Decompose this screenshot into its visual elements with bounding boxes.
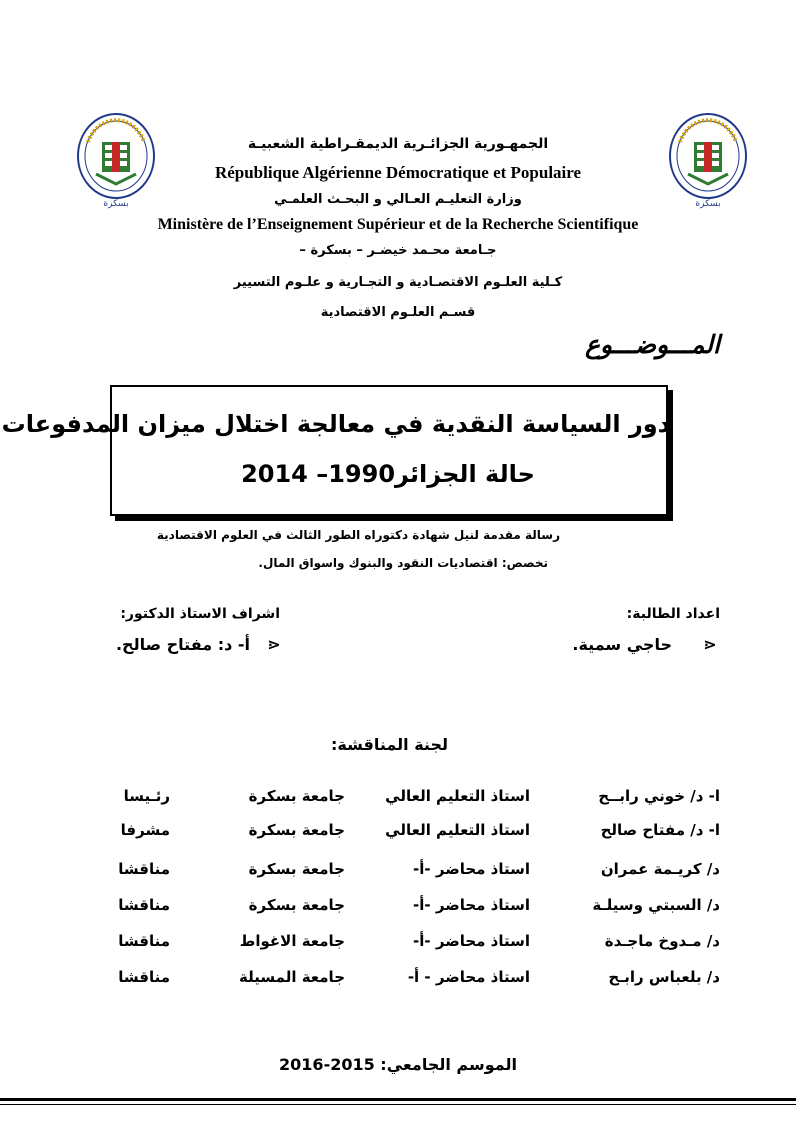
member-name: د/ بلعباس رابـح xyxy=(608,968,720,986)
member-name: ا- د/ مفتاح صالح xyxy=(600,821,720,839)
thesis-description: رسالة مقدمة لنيل شهادة دكتوراه الطور الثالث في العلوم الاقتصادية xyxy=(156,528,560,542)
member-rank: استاذ محاضر - أ- xyxy=(407,968,530,986)
ministry-french: Ministère de l’Enseignement Supérieur et de la Recherche Scientifique xyxy=(157,216,639,233)
member-university: جامعة بسكرة xyxy=(248,821,345,839)
republic-arabic: الجمهـورية الجزائـرية الديمقـراطية الشعبيـة xyxy=(247,136,549,152)
faculty-name: كـلية العلـوم الاقتصـادية و التجـارية و علـوم التسيير xyxy=(233,275,563,290)
student-label: اعداد الطالبة: xyxy=(626,606,720,622)
member-university: جامعة الاغواط xyxy=(239,932,345,950)
member-role: مناقشا xyxy=(118,896,170,914)
member-rank: استاذ محاضر -أ- xyxy=(413,932,530,950)
member-name: د/ السبتي وسيلـة xyxy=(592,896,720,914)
member-role: مناقشا xyxy=(118,968,170,986)
ministry-arabic: وزارة التعليـم العـالي و البحـث العلمـي xyxy=(274,192,522,207)
thesis-specialty: تخصص: اقتصاديات النقود والبنوك واسواق المال. xyxy=(258,556,548,570)
university-name: جـامعة محـمد خيضـر – بسكرة – xyxy=(299,243,497,258)
department-name: قسـم العلـوم الاقتصادية xyxy=(320,305,476,320)
member-university: جامعة بسكرة xyxy=(248,787,345,805)
member-rank: استاذ محاضر -أ- xyxy=(413,896,530,914)
member-university: جامعة بسكرة xyxy=(248,896,345,914)
member-rank: استاذ التعليم العالي xyxy=(385,787,530,805)
title-frame xyxy=(1,385,670,516)
thesis-title: دور السياسة النقدية في معالجة اختلال ميزان المدفوعات xyxy=(1,410,670,438)
student-name: حاجي سمية. xyxy=(572,635,672,654)
footer-rule xyxy=(0,1098,796,1101)
member-name: د/ مـدوخ ماجـدة xyxy=(604,932,720,950)
member-university: جامعة المسيلة xyxy=(239,968,345,986)
supervisor-name: أ- د: مفتاح صالح. xyxy=(115,635,250,654)
member-role: رئـيسا xyxy=(123,787,170,805)
republic-french: République Algérienne Démocratique et Populaire xyxy=(214,163,582,182)
member-name: د/ كريـمة عمران xyxy=(600,860,720,878)
member-rank: استاذ التعليم العالي xyxy=(385,821,530,839)
bullet-arrow-icon: ⋗ xyxy=(267,635,281,654)
bullet-arrow-icon: ⋗ xyxy=(703,635,717,654)
subject-label: المـــوضـــوع xyxy=(585,330,720,359)
committee-heading: لجنة المناقشة: xyxy=(331,735,448,754)
member-role: مناقشا xyxy=(118,932,170,950)
thesis-case-study: حالة الجزائر1990– 2014 xyxy=(241,460,535,488)
supervisor-label: اشراف الاستاذ الدكتور: xyxy=(120,606,280,622)
member-name: ا- د/ خوني رابــح xyxy=(598,787,720,805)
footer-rule-thin xyxy=(0,1104,796,1105)
academic-year: الموسم الجامعي: 2015-2016 xyxy=(279,1055,517,1074)
member-rank: استاذ محاضر -أ- xyxy=(413,860,530,878)
svg-text:ﺑﺴﻜﺮﺓ: ﺑﺴﻜﺮﺓ xyxy=(695,199,721,209)
member-role: مشرفا xyxy=(120,821,170,839)
svg-text:ﺑﺴﻜﺮﺓ: ﺑﺴﻜﺮﺓ xyxy=(103,199,129,209)
member-university: جامعة بسكرة xyxy=(248,860,345,878)
member-role: مناقشا xyxy=(118,860,170,878)
